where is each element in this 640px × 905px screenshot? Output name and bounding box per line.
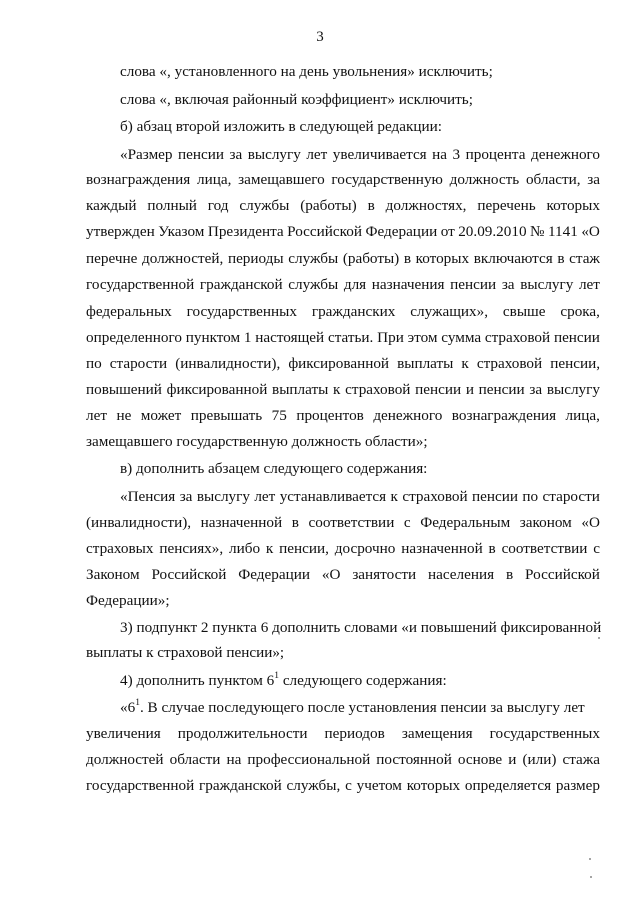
page-number: 3	[316, 29, 324, 45]
word: пенсии	[553, 329, 600, 346]
word: замещения	[401, 725, 473, 742]
word: законом	[519, 514, 572, 531]
word: пенсиях»,	[159, 540, 224, 557]
word: стажа	[562, 751, 600, 768]
word: устанавливается	[279, 488, 387, 505]
word: должностях,	[385, 197, 467, 214]
word: выслугу	[546, 381, 600, 398]
text-line	[86, 354, 600, 374]
word: Законом	[86, 566, 140, 583]
word: назначения	[371, 276, 445, 293]
word: страховой	[402, 488, 468, 505]
scan-speck	[598, 637, 600, 639]
text-line	[86, 380, 600, 400]
word: к	[265, 540, 274, 557]
text-line	[120, 145, 600, 165]
word: Федерации	[238, 566, 310, 583]
text-line: 3) подпункт 2 пункта 6 дополнить словами «и повышений фиксированной	[120, 619, 602, 636]
word: страховых	[86, 540, 154, 557]
word: в	[505, 566, 514, 583]
word: Федерации	[365, 223, 438, 240]
word: При	[377, 329, 404, 346]
word: (или)	[522, 751, 557, 768]
text-line	[86, 196, 600, 216]
word: гражданских	[311, 303, 396, 320]
word: замещавшего	[238, 171, 325, 188]
text-line	[120, 487, 600, 507]
word: за	[501, 276, 515, 293]
word: «Пенсия	[120, 488, 176, 505]
word: выслугу	[196, 488, 250, 505]
word: службы	[288, 250, 339, 267]
word: Президента	[207, 223, 284, 240]
word: соответствии	[501, 540, 588, 557]
word: в	[488, 540, 496, 557]
word: пенсии	[478, 381, 525, 398]
word: населения	[427, 566, 495, 583]
word: учетом	[356, 777, 402, 794]
word: пенсии,	[550, 355, 600, 372]
word: превышать	[190, 407, 263, 424]
word: процентов	[296, 407, 364, 424]
word: досрочно	[334, 540, 396, 557]
word: гражданской	[199, 777, 282, 794]
word: Российской	[525, 566, 600, 583]
word: 20.09.2010	[458, 223, 527, 240]
word: в	[291, 514, 299, 531]
superscript: 1	[274, 670, 280, 681]
word: полный	[147, 197, 197, 214]
word: государственную	[331, 171, 443, 188]
word: назначенной	[200, 514, 283, 531]
word: по	[86, 355, 102, 372]
word: Российской	[287, 223, 362, 240]
word: настоящей	[255, 329, 325, 346]
text-line	[86, 222, 600, 242]
word: фиксированной	[288, 355, 390, 372]
word: повышений	[86, 381, 162, 398]
word: пенсии	[178, 146, 224, 163]
word: статьи.	[327, 329, 374, 346]
word: постоянной	[376, 751, 452, 768]
word: с	[345, 777, 352, 794]
word: «О	[581, 223, 600, 240]
word: №	[530, 223, 545, 240]
word: области,	[525, 171, 581, 188]
word: может	[140, 407, 182, 424]
word: для	[343, 276, 367, 293]
word: на	[432, 146, 448, 163]
word: стаж	[569, 250, 600, 267]
text-line	[86, 776, 600, 796]
word: пенсии	[472, 488, 519, 505]
word: размер	[555, 777, 600, 794]
word: назначенной	[401, 540, 483, 557]
word: (инвалидности),	[86, 514, 192, 531]
word: лица,	[565, 407, 600, 424]
text-line	[86, 170, 600, 190]
text-line	[86, 249, 600, 269]
word: свыше	[502, 303, 546, 320]
word: фиксированной	[166, 381, 268, 398]
text-line	[86, 406, 600, 426]
word: утвержден	[86, 223, 155, 240]
word: 3	[452, 146, 461, 163]
word: Российской	[151, 566, 227, 583]
word: определенного	[86, 329, 182, 346]
text-line	[86, 724, 600, 744]
word: службы	[288, 276, 339, 293]
text-line	[86, 328, 600, 348]
word: к	[461, 355, 469, 372]
word: должность	[449, 171, 520, 188]
word: выплаты	[272, 381, 329, 398]
text-line: замещавшего государственную должность области»;	[86, 433, 428, 450]
word: не	[116, 407, 132, 424]
word: процента	[465, 146, 526, 163]
word: государственной	[86, 276, 195, 293]
word: пенсии	[450, 276, 497, 293]
word: «О	[581, 514, 600, 531]
word: выслугу	[247, 146, 301, 163]
word: государственной	[86, 777, 195, 794]
text-line: «$6^1$. В случае последующего после установления пенсии за выслугу лет	[120, 697, 585, 716]
word: от	[440, 223, 455, 240]
word: в	[403, 250, 412, 267]
word: 75	[271, 407, 287, 424]
word: год	[207, 197, 229, 214]
word: старости	[109, 355, 168, 372]
word: должностей,	[141, 250, 224, 267]
text-line: б) абзац второй изложить в следующей редакции:	[120, 118, 442, 135]
word: выслугу	[520, 276, 574, 293]
word: вознаграждения	[451, 407, 557, 424]
word: страховой	[476, 355, 543, 372]
word: которых	[406, 777, 461, 794]
word: каждый	[86, 197, 137, 214]
word: страховой	[484, 329, 551, 346]
word: которых	[415, 250, 470, 267]
word: перечень	[477, 197, 536, 214]
word: государственных	[489, 725, 600, 742]
word: «Размер	[120, 146, 173, 163]
word: (работы)	[300, 197, 357, 214]
word: службы,	[286, 777, 341, 794]
text-line	[86, 750, 600, 770]
word: Федеральным	[420, 514, 511, 531]
word: за	[179, 488, 193, 505]
word: занятости	[352, 566, 417, 583]
word: продолжительности	[177, 725, 308, 742]
word: за	[529, 381, 543, 398]
word: сумма	[441, 329, 482, 346]
word: по	[522, 488, 539, 505]
word: периодов	[324, 725, 385, 742]
word: страховой	[345, 381, 411, 398]
text-line	[86, 565, 600, 585]
word: увеличивается	[332, 146, 427, 163]
scan-speck	[589, 858, 591, 860]
word: срока,	[560, 303, 600, 320]
word: гражданской	[199, 276, 283, 293]
word: (работы)	[342, 250, 400, 267]
word: пенсии,	[279, 540, 329, 557]
word: 1141	[548, 223, 578, 240]
word: этом	[407, 329, 438, 346]
word: увеличения	[86, 725, 161, 742]
word: лет	[578, 276, 600, 293]
word: с	[593, 540, 600, 557]
word: с	[403, 514, 411, 531]
word: государственных	[186, 303, 297, 320]
word: включаются	[473, 250, 553, 267]
word: и	[508, 751, 517, 768]
word: либо	[229, 540, 261, 557]
word: определяется	[464, 777, 552, 794]
word: должностей	[86, 751, 164, 768]
word: периоды	[227, 250, 284, 267]
text-line	[86, 302, 600, 322]
word: лет	[254, 488, 276, 505]
word: к	[333, 381, 341, 398]
word: пунктом	[185, 329, 241, 346]
word: основе	[457, 751, 503, 768]
word: Указом	[158, 223, 205, 240]
word: лет	[306, 146, 328, 163]
text-line	[86, 539, 600, 559]
scan-speck	[590, 876, 592, 878]
word: к	[390, 488, 398, 505]
word: и	[465, 381, 474, 398]
word: старости	[542, 488, 600, 505]
word: на	[226, 751, 242, 768]
word: лет	[86, 407, 107, 424]
text-line	[86, 275, 600, 295]
word: профессиональной	[247, 751, 371, 768]
word: которых	[546, 197, 600, 214]
text-line	[86, 513, 600, 533]
word: денежного	[530, 146, 600, 163]
word: (инвалидности),	[175, 355, 281, 372]
text-line: слова «, установленного на день увольнения» исключить;	[120, 63, 493, 80]
text-line: выплаты к страховой пенсии»;	[86, 644, 285, 661]
word: в	[367, 197, 375, 214]
word: соответствии	[308, 514, 395, 531]
text-line: Федерации»;	[86, 592, 170, 609]
word: области	[169, 751, 221, 768]
word: службы	[239, 197, 290, 214]
text-line: в) дополнить абзацем следующего содержания:	[120, 460, 428, 477]
word: в	[557, 250, 565, 267]
word: перечне	[86, 250, 138, 267]
text-line: 4) дополнить пунктом $6^1$ следующего содержания:	[120, 670, 447, 689]
word: лица,	[197, 171, 232, 188]
word: вознаграждения	[86, 171, 191, 188]
word: федеральных	[86, 303, 172, 320]
word: 1	[243, 329, 252, 346]
word: за	[229, 146, 243, 163]
word: пенсии	[415, 381, 462, 398]
text-line: слова «, включая районный коэффициент» исключить;	[120, 91, 473, 108]
word: служащих»,	[410, 303, 489, 320]
superscript: 1	[135, 697, 140, 708]
word: «О	[321, 566, 341, 583]
word: денежного	[373, 407, 443, 424]
word: за	[587, 171, 600, 188]
word: выплаты	[397, 355, 454, 372]
